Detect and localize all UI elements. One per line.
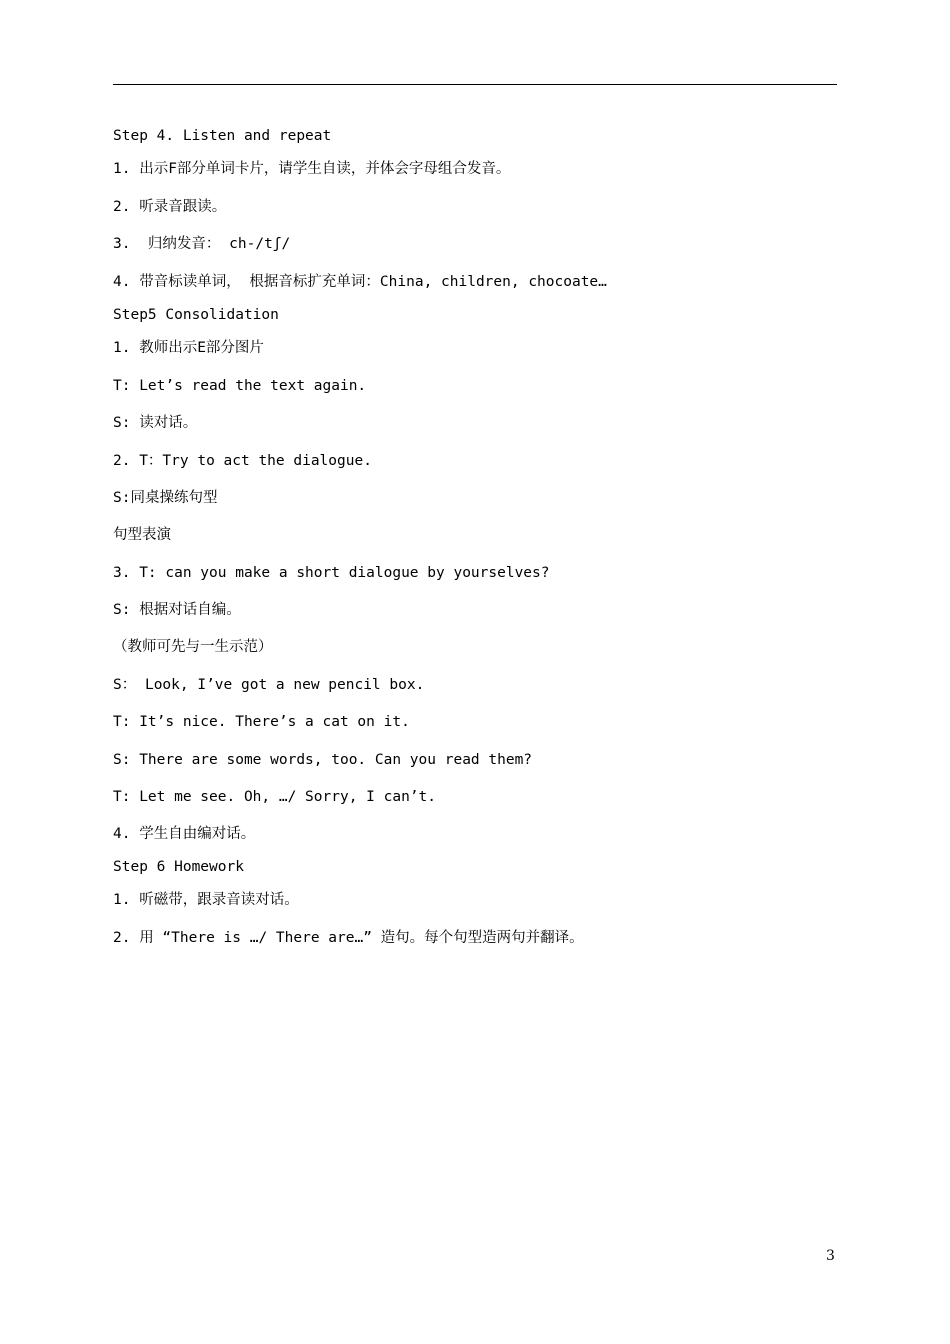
page-number: 3 — [826, 1248, 835, 1264]
text-line: 1. 教师出示E部分图片 — [113, 340, 264, 356]
text-line: S:同桌操练句型 — [113, 490, 218, 506]
text-line: 2. 用 “There is …/ There are…” 造句。每个句型造两句并翻译。 — [113, 930, 584, 946]
text-line: S: 根据对话自编。 — [113, 602, 241, 618]
text-line: 2. 听录音跟读。 — [113, 199, 227, 215]
text-line: 4. 学生自由编对话。 — [113, 826, 256, 842]
text-line: （教师可先与一生示范） — [113, 639, 273, 655]
text-line: 1. 出示F部分单词卡片，请学生自读，并体会字母组合发音。 — [113, 161, 511, 177]
header-rule — [113, 84, 837, 85]
text-line: T: It’s nice. There’s a cat on it. — [113, 714, 410, 730]
text-line: S: 读对话。 — [113, 415, 198, 431]
step6-heading: Step 6 Homework — [113, 859, 244, 875]
text-line: 句型表演 — [113, 527, 171, 543]
text-line: 1. 听磁带，跟录音读对话。 — [113, 892, 299, 908]
text-line: S： Look, I’ve got a new pencil box. — [113, 677, 425, 693]
step4-heading: Step 4. Listen and repeat — [113, 128, 332, 144]
text-line: 2. T：Try to act the dialogue. — [113, 453, 372, 469]
step5-heading: Step5 Consolidation — [113, 307, 279, 323]
text-line: 3. 归纳发音： ch-/tʃ/ — [113, 236, 291, 252]
text-line: 3. T: can you make a short dialogue by yourselves? — [113, 565, 550, 581]
text-line: S: There are some words, too. Can you read them? — [113, 752, 533, 768]
text-line: T: Let me see. Oh, …/ Sorry, I can’t. — [113, 789, 437, 805]
text-line: 4. 带音标读单词， 根据音标扩充单词：China, children, chocoate… — [113, 274, 607, 290]
text-line: T: Let’s read the text again. — [113, 378, 367, 394]
